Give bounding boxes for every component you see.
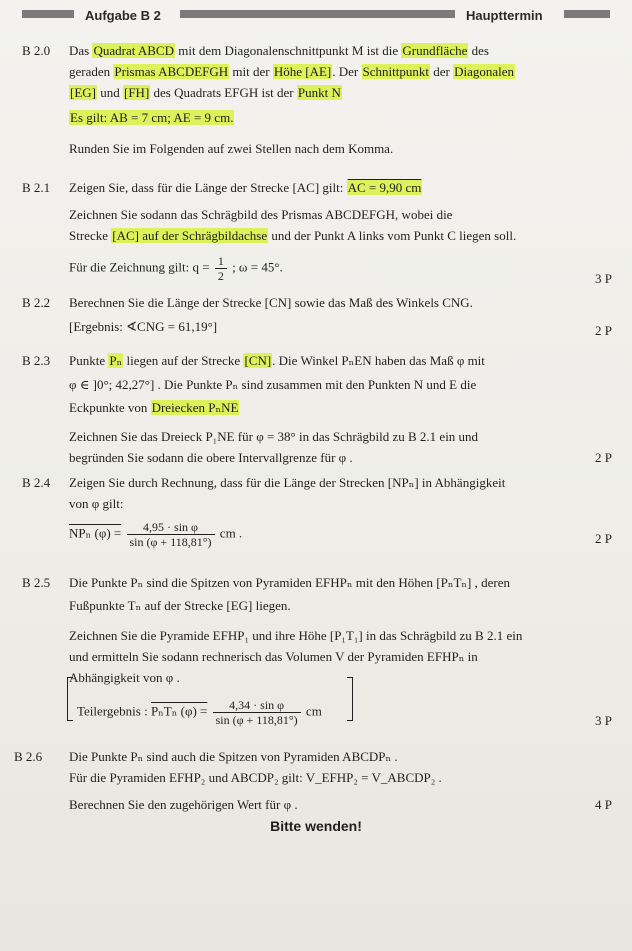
highlight: [CN] — [244, 353, 272, 368]
given-values: Es gilt: AB = 7 cm; AE = 9 cm. — [70, 110, 234, 125]
text-line: Zeigen Sie durch Rechnung, dass für die Länge der Strecken [NPₙ] in Abhängigkeit — [69, 475, 506, 490]
section-number: B 2.6 — [14, 749, 43, 764]
result-hint: [Ergebnis: ∢CNG = 61,19°] — [69, 319, 218, 334]
text-line: Abhängigkeit von φ . — [69, 670, 180, 685]
header-stripe — [180, 10, 455, 18]
rounding-note: Runden Sie im Folgenden auf zwei Stellen nach dem Komma. — [69, 141, 394, 156]
highlight: Dreiecken PₙNE — [151, 400, 239, 415]
section-number: B 2.2 — [22, 295, 51, 310]
text-line: φ ∈ ]0°; 42,27°] . Die Punkte Pₙ sind zusammen mit den Punkten N und E die — [69, 377, 477, 392]
highlight: Diagonalen — [454, 64, 514, 79]
text-line: Zeichnen Sie die Pyramide EFHP₁ und ihre Höhe [P₁T₁] in das Schrägbild zu B 2.1 ein — [69, 628, 523, 643]
section-number: B 2.1 — [22, 180, 51, 195]
text-line: Zeigen Sie, dass für die Länge der Strecke [AC] gilt: AC = 9,90 cm — [69, 180, 422, 195]
points-label: 3 P — [595, 713, 612, 728]
text-line: geraden Prismas ABCDEFGH mit der Höhe [AE]. Der Schnittpunkt der Diagonalen — [69, 64, 514, 79]
header-stripe — [564, 10, 610, 18]
section-number: B 2.0 — [22, 43, 51, 58]
section-number: B 2.5 — [22, 575, 51, 590]
text-line: und ermitteln Sie sodann rechnerisch das Volumen V der Pyramiden EFHPₙ in — [69, 649, 478, 664]
section-number: B 2.4 — [22, 475, 51, 490]
text-line: Zeichnen Sie das Dreieck P₁NE für φ = 38° in das Schrägbild zu B 2.1 ein und — [69, 429, 479, 444]
points-label: 2 P — [595, 531, 612, 546]
section-b2-6 — [14, 746, 612, 816]
bracket-right — [347, 677, 353, 721]
section-b2-5 — [22, 572, 612, 742]
header-bar — [0, 0, 632, 24]
highlight: Quadrat ABCD — [93, 43, 174, 58]
highlight: AC = 9,90 cm — [347, 180, 422, 195]
highlight: Höhe [AE] — [273, 64, 332, 79]
text-line: Berechnen Sie die Länge der Strecke [CN] sowie das Maß des Winkels CNG. — [69, 295, 473, 310]
highlight: Pₙ — [109, 353, 123, 368]
task-title: Aufgabe B 2 — [85, 8, 161, 23]
partial-result: Teilergebnis : PₙTₙ (φ) = $\frac{\text{4,34 · sin φ}}{\sin (\varphi + 118,81^\circ)}$ cm — [77, 698, 322, 727]
highlight: Prismas ABCDEFGH — [114, 64, 229, 79]
turn-page-note: Bitte wenden! — [270, 818, 362, 834]
drawing-params: Für die Zeichnung gilt: q = $\frac{1}{2}$ ; ω = 45°. — [69, 254, 283, 283]
points-label: 2 P — [595, 450, 612, 465]
text-line: Die Punkte Pₙ sind die Spitzen von Pyramiden EFHPₙ mit den Höhen [PₙTₙ] , deren — [69, 575, 510, 590]
points-label: 4 P — [595, 797, 612, 812]
text-line: [EG] und [FH] des Quadrats EFGH ist der Punkt N — [70, 85, 341, 100]
section-b2-3 — [22, 350, 612, 470]
text-line: Strecke [AC] auf der Schrägbildachse und der Punkt A links vom Punkt C liegen soll. — [69, 228, 517, 243]
highlight: [AC] auf der Schrägbildachse — [112, 228, 268, 243]
highlight: Schnittpunkt — [362, 64, 429, 79]
points-label: 2 P — [595, 323, 612, 338]
text-line: Das Quadrat ABCD mit dem Diagonalenschnittpunkt M ist die Grundfläche des — [69, 43, 489, 58]
text-line: Eckpunkte von Dreiecken PₙNE — [69, 400, 239, 415]
section-b2-4 — [22, 472, 612, 572]
bracket-left — [67, 677, 73, 721]
points-label: 3 P — [595, 271, 612, 286]
formula-np: NPₙ (φ) = $\frac{\text{4,95 · sin φ}}{\sin (\varphi + 118,81^\circ)}$ cm . — [69, 520, 243, 549]
highlight: [FH] — [124, 85, 150, 100]
text-line: Berechnen Sie den zugehörigen Wert für φ . — [69, 797, 298, 812]
text-line: von φ gilt: — [69, 496, 124, 511]
section-number: B 2.3 — [22, 353, 51, 368]
header-stripe — [22, 10, 74, 18]
text-line: Für die Pyramiden EFHP₂ und ABCDP₂ gilt: V_EFHP₂ = V_ABCDP₂ . — [69, 770, 442, 785]
highlight: Grundfläche — [402, 43, 468, 58]
section-b2-1 — [22, 177, 612, 287]
text-line: Zeichnen Sie sodann das Schrägbild des Prismas ABCDEFGH, wobei die — [69, 207, 453, 222]
highlight: [EG] — [70, 85, 96, 100]
text-line: Die Punkte Pₙ sind auch die Spitzen von Pyramiden ABCDPₙ . — [69, 749, 398, 764]
text-line: Punkte Pₙ liegen auf der Strecke [CN]. Die Winkel PₙEN haben das Maß φ mit — [69, 353, 485, 368]
exam-term: Haupttermin — [466, 8, 543, 23]
section-b2-2 — [22, 292, 612, 340]
highlight: Punkt N — [297, 85, 341, 100]
text-line: Fußpunkte Tₙ auf der Strecke [EG] liegen. — [69, 598, 291, 613]
text-line: begründen Sie sodann die obere Intervallgrenze für φ . — [69, 450, 353, 465]
